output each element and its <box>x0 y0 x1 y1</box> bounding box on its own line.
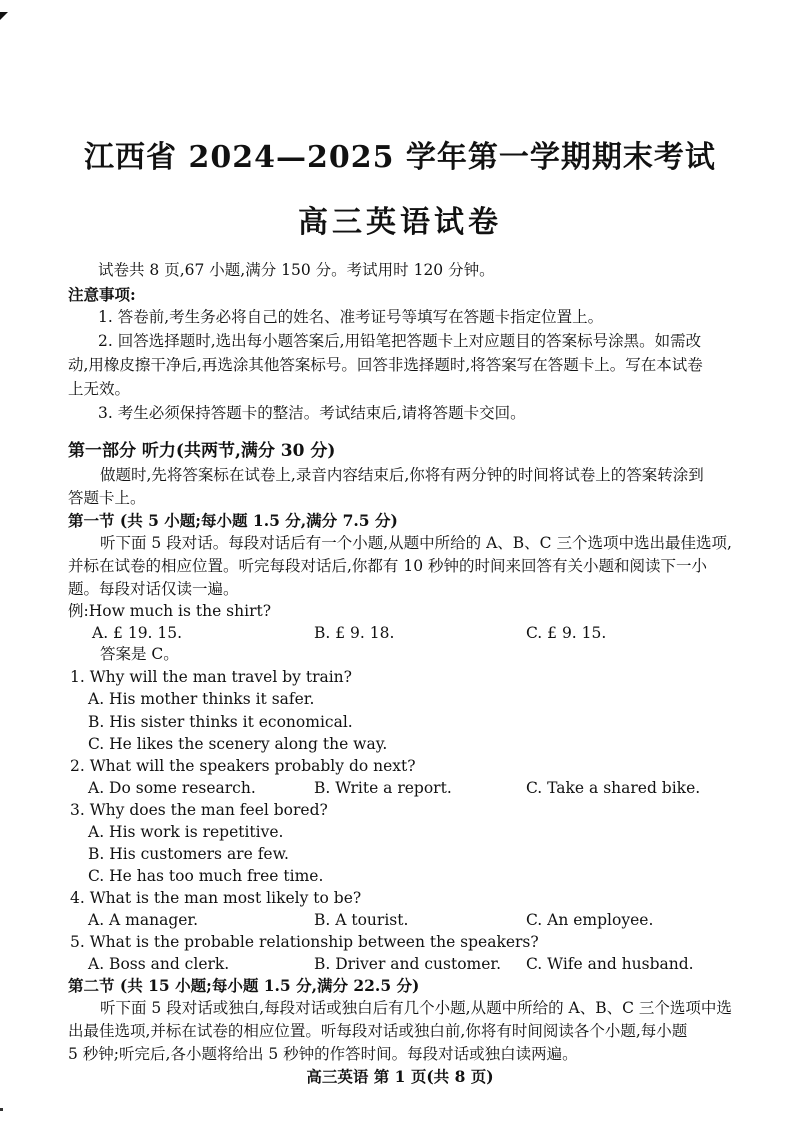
q1-option-b: B. His sister thinks it economical. <box>88 713 353 731</box>
section1-desc: 题。每段对话仅读一遍。 <box>68 580 239 598</box>
section2-desc: 听下面 5 段对话或独白,每段对话或独白后有几个小题,从题中所给的 A、B、C 三个选项中选 <box>100 999 732 1017</box>
q3-option-b: B. His customers are few. <box>88 845 289 863</box>
q2-option-a: A. Do some research. <box>88 779 256 797</box>
q1-option-a: A. His mother thinks it safer. <box>88 690 315 708</box>
q4-option-c: C. An employee. <box>526 911 654 929</box>
note-item: 动,用橡皮擦干净后,再选涂其他答案标号。回答非选择题时,将答案写在答题卡上。写在本试卷 <box>68 356 703 374</box>
note-item: 上无效。 <box>68 380 131 398</box>
exam-subtitle: 高三英语试卷 <box>298 205 502 240</box>
example-question: 例:How much is the shirt? <box>68 602 272 620</box>
example-option-a: A. £ 19. 15. <box>92 624 183 642</box>
question-3: 3. Why does the man feel bored? <box>70 801 328 819</box>
section1-desc: 听下面 5 段对话。每段对话后有一个小题,从题中所给的 A、B、C 三个选项中选出最佳选项, <box>100 534 732 552</box>
example-option-c: C. £ 9. 15. <box>526 624 607 642</box>
q1-option-c: C. He likes the scenery along the way. <box>88 735 388 753</box>
part1-heading: 第一部分 听力(共两节,满分 30 分) <box>68 441 336 461</box>
question-2: 2. What will the speakers probably do next? <box>70 757 416 775</box>
q3-option-a: A. His work is repetitive. <box>88 823 284 841</box>
exam-title: 江西省 2024—2025 学年第一学期期末考试 <box>84 140 716 175</box>
section1-desc: 并标在试卷的相应位置。听完每段对话后,你都有 10 秒钟的时间来回答有关小题和阅读下一小 <box>68 557 708 575</box>
section2-desc: 出最佳选项,并标在试卷的相应位置。听每段对话或独白前,你将有时间阅读各个小题,每小题 <box>68 1022 688 1040</box>
question-1: 1. Why will the man travel by train? <box>70 668 352 686</box>
q4-option-a: A. A manager. <box>88 911 199 929</box>
question-4: 4. What is the man most likely to be? <box>70 889 362 907</box>
section2-desc: 5 秒钟;听完后,各小题将给出 5 秒钟的作答时间。每段对话或独白读两遍。 <box>68 1045 578 1063</box>
example-answer: 答案是 C。 <box>100 645 179 663</box>
q5-option-b: B. Driver and customer. <box>314 955 502 973</box>
corner-mark <box>0 12 8 20</box>
note-item: 2. 回答选择题时,选出每小题答案后,用铅笔把答题卡上对应题目的答案标号涂黑。如需改 <box>98 332 702 350</box>
note-item: 3. 考生必须保持答题卡的整洁。考试结束后,请将答题卡交回。 <box>98 404 526 422</box>
page-footer: 高三英语 第 1 页(共 8 页) <box>306 1067 494 1086</box>
part1-desc: 做题时,先将答案标在试卷上,录音内容结束后,你将有两分钟的时间将试卷上的答案转涂到 <box>100 466 704 484</box>
section2-heading: 第二节 (共 15 小题;每小题 1.5 分,满分 22.5 分) <box>68 976 420 995</box>
example-option-b: B. £ 9. 18. <box>314 624 395 642</box>
section1-heading: 第一节 (共 5 小题;每小题 1.5 分,满分 7.5 分) <box>68 511 398 530</box>
part1-desc: 答题卡上。 <box>68 489 146 507</box>
intro-text: 试卷共 8 页,67 小题,满分 150 分。考试用时 120 分钟。 <box>98 261 495 279</box>
note-item: 1. 答卷前,考生务必将自己的姓名、准考证号等填写在答题卡指定位置上。 <box>98 308 604 326</box>
q5-option-c: C. Wife and husband. <box>526 955 694 973</box>
q4-option-b: B. A tourist. <box>314 911 409 929</box>
q3-option-c: C. He has too much free time. <box>88 867 324 885</box>
q2-option-c: C. Take a shared bike. <box>526 779 701 797</box>
scan-dot <box>0 1108 3 1111</box>
q2-option-b: B. Write a report. <box>314 779 452 797</box>
q5-option-a: A. Boss and clerk. <box>88 955 230 973</box>
question-5: 5. What is the probable relationship between the speakers? <box>70 933 539 951</box>
notes-heading: 注意事项: <box>68 285 136 304</box>
